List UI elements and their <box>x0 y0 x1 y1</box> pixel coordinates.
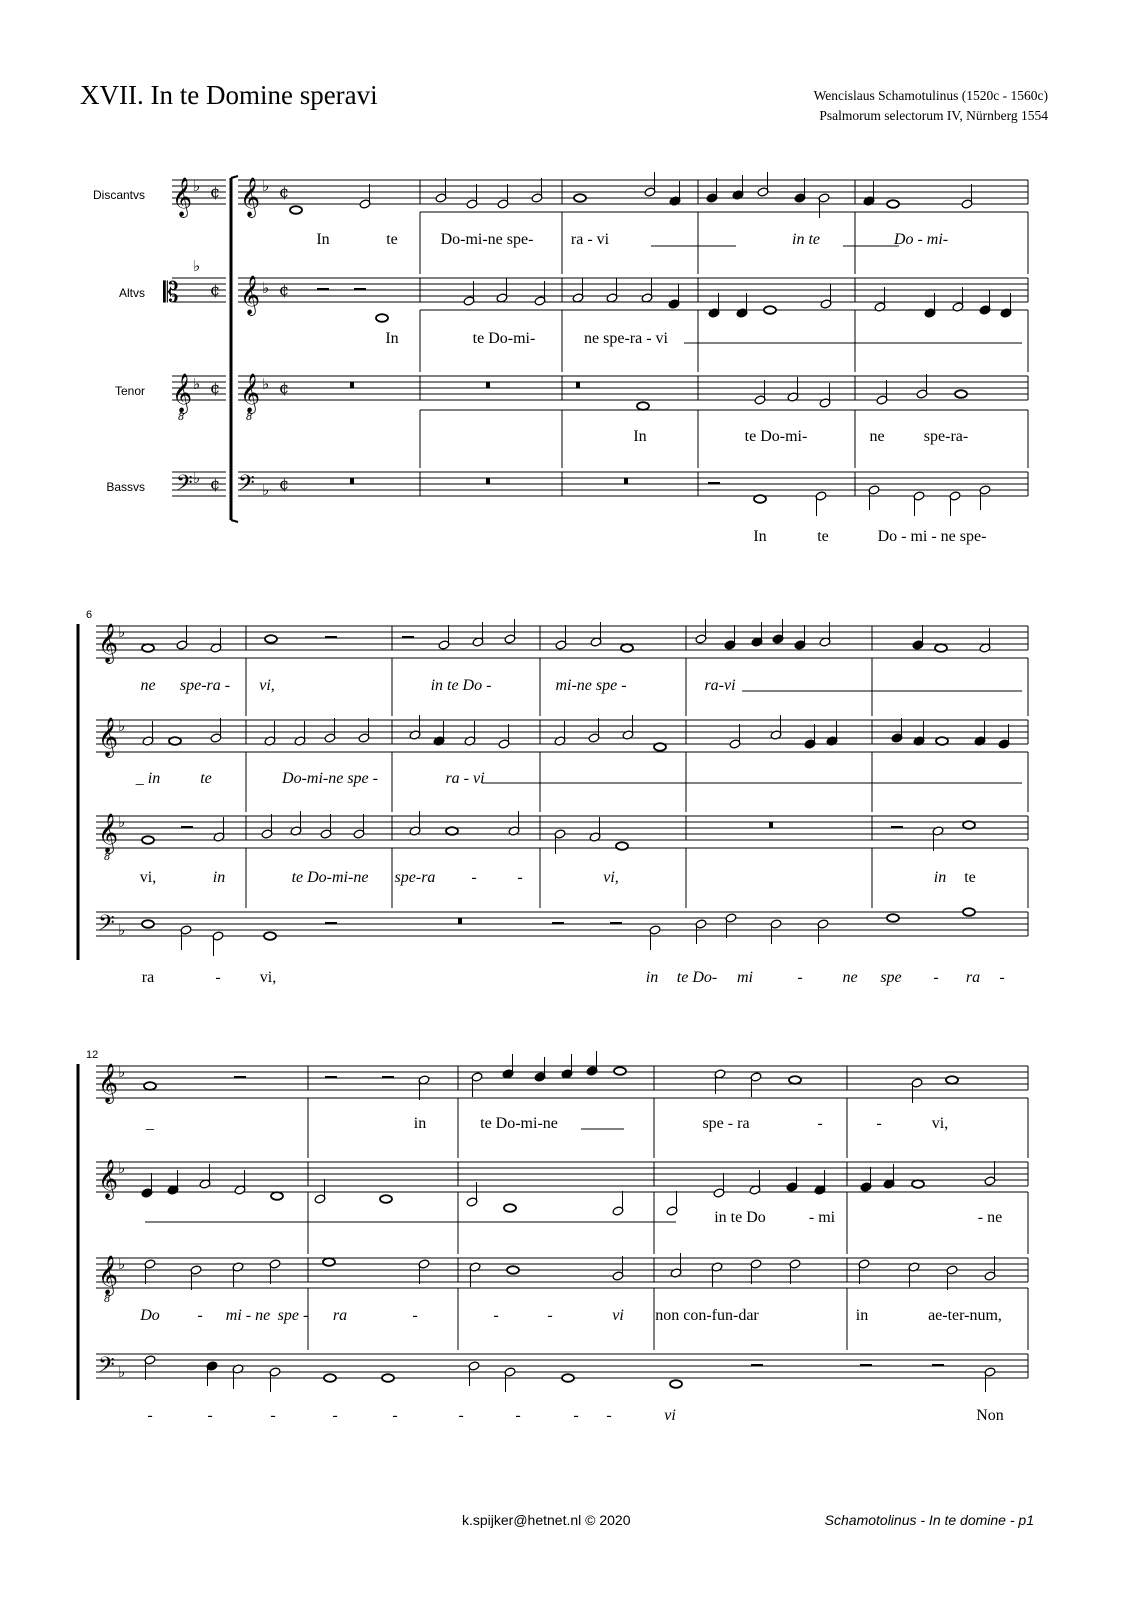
voice-name: Altvs <box>118 286 145 300</box>
lyric: te Do-mi-ne <box>291 869 369 886</box>
treble-clef-icon: 𝄞 <box>240 373 261 413</box>
lyric: ra <box>332 1307 348 1324</box>
lyric: ra <box>141 969 155 986</box>
treble-clef-icon: 𝄞 <box>98 813 119 853</box>
whole-note <box>935 644 947 652</box>
flat-icon: ♭ <box>118 717 126 735</box>
lyric: vi, <box>139 869 157 886</box>
whole-note <box>616 842 628 850</box>
rest <box>234 1076 246 1079</box>
whole-note <box>142 920 154 928</box>
whole-note <box>380 1195 392 1203</box>
flat-icon: ♭ <box>118 1255 126 1273</box>
flat-icon: ♭ <box>262 177 270 195</box>
cut-time-icon: ¢ <box>279 474 290 493</box>
whole-note <box>376 314 388 322</box>
page-title: XVII. In te Domine speravi <box>80 80 378 110</box>
rest <box>325 1076 337 1079</box>
lyric: Do - mi- <box>893 231 949 248</box>
rest <box>317 288 329 291</box>
lyric: in <box>855 1307 869 1324</box>
lyric: ra <box>965 969 981 986</box>
treble-clef-icon: 𝄞 <box>98 1063 119 1103</box>
lyric: - <box>207 1407 213 1424</box>
treble-clef-icon: 𝄞 <box>98 717 119 757</box>
rest <box>576 382 580 388</box>
lyric: Do-mi-ne spe- <box>440 231 534 248</box>
whole-note <box>323 1258 335 1266</box>
lyric: - <box>392 1407 398 1424</box>
lyric: in te <box>792 231 820 248</box>
flat-icon: ♭ <box>118 623 126 641</box>
lyric: in te Do - <box>430 677 492 694</box>
flat-icon: ♭ <box>262 481 270 499</box>
lyric: In <box>385 330 399 347</box>
lyric: In <box>753 528 767 545</box>
lyric: in <box>933 869 947 886</box>
voice-name: Bassvs <box>106 480 145 494</box>
lyric: te <box>386 231 398 248</box>
lyric: - <box>147 1407 153 1424</box>
lyric: in te Do <box>714 1209 766 1226</box>
rest <box>624 478 628 484</box>
whole-note <box>290 206 302 214</box>
whole-note <box>144 1082 156 1090</box>
lyric: - <box>933 969 939 986</box>
whole-note <box>265 635 277 643</box>
whole-note <box>621 644 633 652</box>
flat-icon: ♭ <box>262 375 270 393</box>
lyric: - <box>797 969 803 986</box>
treble-clef-icon: 𝄞 <box>172 177 193 217</box>
whole-note <box>142 836 154 844</box>
flat-icon: ♭ <box>118 1363 126 1381</box>
flat-icon: ♭ <box>118 813 126 831</box>
lyric: - <box>517 869 523 886</box>
lyric: mi-ne spe - <box>555 677 627 694</box>
lyric: In <box>633 428 647 445</box>
whole-note <box>324 1374 336 1382</box>
whole-note <box>789 1076 801 1084</box>
whole-note <box>382 1374 394 1382</box>
rest <box>350 382 354 388</box>
rest <box>769 822 773 828</box>
whole-note <box>271 1192 283 1200</box>
lyric: te <box>817 528 829 545</box>
lyric: - <box>817 1115 823 1132</box>
lyric: spe - <box>277 1307 309 1324</box>
whole-note <box>504 1204 516 1212</box>
rest <box>458 918 462 924</box>
lyric: - <box>606 1407 612 1424</box>
lyric: - <box>270 1407 276 1424</box>
flat-icon: ♭ <box>262 279 270 297</box>
lyric: - <box>515 1407 521 1424</box>
cut-time-icon: ¢ <box>210 474 221 493</box>
lyric: vi, <box>931 1115 949 1132</box>
cut-time-icon: ¢ <box>279 378 290 397</box>
lyric: - <box>412 1307 418 1324</box>
lyric: in <box>212 869 226 886</box>
lyric: vi, <box>259 969 277 986</box>
whole-note <box>562 1374 574 1382</box>
rest <box>402 636 414 639</box>
lyric: spe-ra <box>394 869 436 886</box>
lyric: vi <box>664 1407 676 1424</box>
bass-clef-icon: 𝄢 <box>238 471 255 501</box>
cut-time-icon: ¢ <box>210 182 221 201</box>
lyric: te <box>200 770 212 787</box>
whole-note <box>936 737 948 745</box>
rest <box>486 478 490 484</box>
rest <box>325 636 337 639</box>
whole-note <box>446 827 458 835</box>
lyric: _ in <box>135 770 161 787</box>
lyric: vi <box>612 1307 624 1324</box>
cut-time-icon: ¢ <box>210 378 221 397</box>
whole-note <box>264 932 276 940</box>
lyric: vi, <box>259 677 275 694</box>
rest <box>932 1364 944 1367</box>
lyric: non con-fun-dar <box>655 1307 759 1324</box>
lyric: te Do-mi- <box>472 330 536 347</box>
flat-icon: ♭ <box>193 375 201 393</box>
lyric: - <box>332 1407 338 1424</box>
voice-name: Discantvs <box>92 188 145 202</box>
rest <box>181 826 193 829</box>
lyric: te Do- <box>676 969 718 986</box>
cut-time-icon: ¢ <box>210 280 221 299</box>
alto-clef-icon: 𝄡 <box>163 276 179 309</box>
lyric: - <box>458 1407 464 1424</box>
composer-line: Wencislaus Schamotulinus (1520c - 1560c) <box>813 88 1048 103</box>
cut-time-icon: ¢ <box>279 182 290 201</box>
lyric: te <box>964 869 976 886</box>
bass-clef-icon: 𝄢 <box>176 471 193 501</box>
octave-mark: 8 <box>104 1294 111 1305</box>
lyric: Do - mi - ne spe- <box>877 528 987 545</box>
lyric: - ne <box>977 1209 1003 1226</box>
bass-clef-icon: 𝄢 <box>98 1353 115 1383</box>
lyric: ra - vi <box>570 231 610 248</box>
octave-mark: 8 <box>246 412 253 423</box>
lyric: mi - ne <box>225 1307 271 1324</box>
rest <box>610 922 622 925</box>
lyric: - <box>215 969 221 986</box>
rest <box>325 922 337 925</box>
bar-number: 12 <box>86 1049 99 1061</box>
lyric: te Do-mi- <box>744 428 808 445</box>
whole-note <box>670 1380 682 1388</box>
lyric: spe-ra - <box>179 677 231 694</box>
whole-note <box>887 914 899 922</box>
whole-note <box>912 1180 924 1188</box>
cut-time-icon: ¢ <box>279 280 290 299</box>
treble-clef-icon: 𝄞 <box>172 373 193 413</box>
whole-note <box>887 200 899 208</box>
system-bracket <box>231 176 238 178</box>
treble-clef-icon: 𝄞 <box>98 623 119 663</box>
whole-note <box>963 821 975 829</box>
voice-name: Tenor <box>114 384 145 398</box>
lyric: ne <box>869 428 885 445</box>
rest <box>350 478 354 484</box>
lyric: ne <box>140 677 156 694</box>
lyric: Do <box>140 1307 160 1324</box>
whole-note <box>574 194 586 202</box>
lyric: in <box>413 1115 427 1132</box>
lyric: - <box>493 1307 499 1324</box>
flat-icon: ♭ <box>118 921 126 939</box>
flat-icon: ♭ <box>193 177 201 195</box>
lyric: - <box>471 869 477 886</box>
whole-note <box>946 1076 958 1084</box>
lyric: - <box>573 1407 579 1424</box>
rest <box>891 826 903 829</box>
treble-clef-icon: 𝄞 <box>98 1255 119 1295</box>
whole-note <box>654 743 666 751</box>
rest <box>860 1364 872 1367</box>
lyric: ae-ter-num, <box>928 1307 1002 1324</box>
lyric: - mi <box>808 1209 836 1226</box>
lyric: ne spe-ra - vi <box>584 330 668 347</box>
lyric: - <box>547 1307 553 1324</box>
lyric: In <box>316 231 330 248</box>
treble-clef-icon: 𝄞 <box>240 275 261 315</box>
lyric: ra - vi <box>445 770 485 787</box>
lyric: _ <box>146 1115 154 1132</box>
rest <box>354 288 366 291</box>
whole-note <box>507 1266 519 1274</box>
treble-clef-icon: 𝄞 <box>240 177 261 217</box>
octave-mark: 8 <box>178 412 185 423</box>
rest <box>382 1076 394 1079</box>
lyric: spe - ra <box>702 1115 750 1132</box>
lyric: in <box>645 969 659 986</box>
whole-note <box>955 390 967 398</box>
lyric: spe <box>880 969 902 986</box>
flat-icon: ♭ <box>193 257 201 275</box>
whole-note <box>764 306 776 314</box>
source-line: Psalmorum selectorum IV, Nürnberg 1554 <box>819 108 1048 123</box>
rest <box>751 1364 763 1367</box>
lyric: ra-vi <box>704 677 736 694</box>
lyric: vi, <box>603 869 619 886</box>
system-bracket <box>231 520 238 522</box>
treble-clef-icon: 𝄞 <box>98 1159 119 1199</box>
rest <box>708 482 720 485</box>
whole-note <box>142 644 154 652</box>
whole-note <box>963 908 975 916</box>
bar-number: 6 <box>86 609 93 621</box>
lyric: te Do-mi-ne <box>480 1115 558 1132</box>
flat-icon: ♭ <box>118 1063 126 1081</box>
flat-icon: ♭ <box>193 469 201 487</box>
lyric: mi <box>737 969 753 986</box>
lyric: - <box>999 969 1005 986</box>
whole-note <box>614 1067 626 1075</box>
whole-note <box>169 737 181 745</box>
bass-clef-icon: 𝄢 <box>98 911 115 941</box>
whole-note <box>754 495 766 503</box>
whole-note <box>637 402 649 410</box>
rest <box>486 382 490 388</box>
octave-mark: 8 <box>104 852 111 863</box>
footer-page-info: Schamotolinus - In te domine - p1 <box>824 1512 1034 1528</box>
lyric: Non <box>976 1407 1004 1424</box>
lyric: - <box>876 1115 882 1132</box>
flat-icon: ♭ <box>118 1159 126 1177</box>
lyric: - <box>197 1307 203 1324</box>
rest <box>552 922 564 925</box>
footer-contact: k.spijker@hetnet.nl © 2020 <box>462 1512 631 1528</box>
lyric: spe-ra- <box>923 428 969 445</box>
lyric: ne <box>842 969 858 986</box>
lyric: Do-mi-ne spe - <box>282 770 378 787</box>
